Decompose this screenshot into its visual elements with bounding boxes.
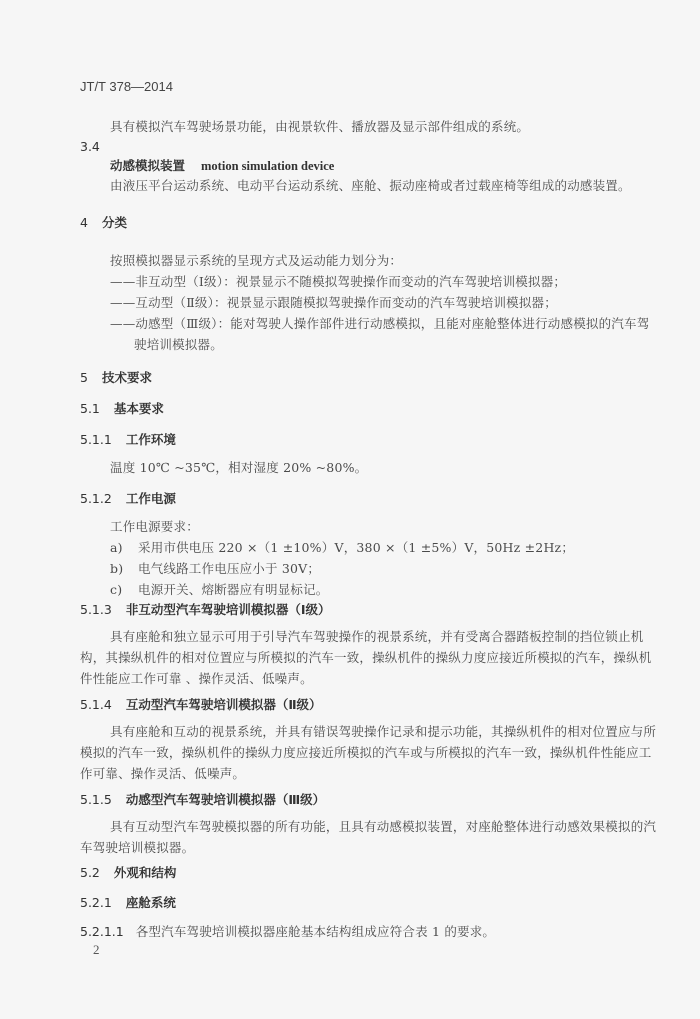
section-5-1-2-heading: [80, 489, 176, 507]
list-label: a): [110, 540, 123, 555]
classification-item-cont: 驶培训模拟器。: [134, 337, 223, 352]
section-5-2-1-heading: [80, 893, 176, 911]
paragraph-line: 车驾驶培训模拟器。: [80, 840, 195, 855]
section-5-1-4-heading: [80, 695, 322, 713]
section-title: 座舱系统: [125, 895, 176, 910]
section-3-3-tail: 具有模拟汽车驾驶场景功能，由视景软件、播放器及显示部件组成的系统。: [110, 119, 530, 134]
paragraph-line: 具有互动型汽车驾驶模拟器的所有功能，且具有动感模拟装置，对座舱整体进行动感效果模拟的汽: [110, 819, 657, 834]
section-5-1-1-text: 温度 10℃ ~35℃，相对湿度 20% ~80%。: [110, 460, 368, 475]
section-title: 外观和结构: [113, 865, 177, 880]
section-number: 4: [80, 215, 88, 230]
paragraph-line: 件性能应工作可靠 、操作灵活、低噪声。: [80, 671, 313, 686]
paragraph-line: 模拟的汽车一致，操纵机件的操纵力度应接近所模拟的汽车或与所模拟的汽车一致，操纵机件性能应工: [80, 745, 652, 760]
section-title: 分类: [101, 215, 127, 230]
section-5-1-5-heading: [80, 790, 325, 808]
section-5-1-heading: [80, 399, 164, 417]
standard-code-header: JT/T 378—2014: [80, 79, 173, 94]
section-number: 5.2.1.1: [80, 924, 124, 939]
list-text: 电气线路工作电压应小于 30V；: [138, 561, 321, 576]
section-number: 5.1.4: [80, 697, 112, 712]
section-5-2-heading: [80, 863, 176, 881]
list-item: [110, 580, 329, 598]
section-title: 工作电源: [125, 491, 176, 506]
section-4-intro: 按照模拟器显示系统的呈现方式及运动能力划分为：: [110, 253, 403, 268]
section-text: 各型汽车驾驶培训模拟器座舱基本结构组成应符合表 1 的要求。: [135, 924, 496, 939]
section-number: 5.2.1: [80, 895, 112, 910]
section-3-4-definition: 由液压平台运动系统、电动平台运动系统、座舱、振动座椅或者过载座椅等组成的动感装置。: [110, 178, 631, 193]
section-title: 技术要求: [101, 370, 152, 385]
list-label: c): [110, 582, 123, 597]
section-4-heading: [80, 213, 127, 231]
paragraph-line: 构，其操纵机件的相对位置应与所模拟的汽车一致，操纵机件的操纵力度应接近所模拟的汽车，操纵机: [80, 650, 652, 665]
list-text: 电源开关、熔断器应有明显标记。: [138, 582, 329, 597]
classification-item: ——互动型（Ⅱ级）：视景显示跟随模拟驾驶操作而变动的汽车驾驶培训模拟器；: [110, 295, 557, 310]
paragraph-line: 具有座舱和互动的视景系统，并具有错误驾驶操作记录和提示功能，其操纵机件的相对位置应与所: [110, 724, 657, 739]
section-number: 5: [80, 370, 88, 385]
section-number: 5.1: [80, 401, 100, 416]
section-title: 基本要求: [113, 401, 164, 416]
list-text: 采用市供电压 220 ×（1 ±10%）V，380 ×（1 ±5%）V，50Hz ±2Hz；: [138, 540, 575, 555]
paragraph-line: 具有座舱和独立显示可用于引导汽车驾驶操作的视景系统，并有受离合器踏板控制的挡位锁止机: [110, 629, 644, 644]
list-item: [110, 538, 574, 556]
term-cn: 动感模拟装置: [110, 158, 186, 173]
section-title: 互动型汽车驾驶培训模拟器（Ⅱ级）: [125, 697, 322, 712]
section-3-4-number: 3.4: [80, 139, 100, 154]
section-number: 5.1.3: [80, 602, 112, 617]
section-number: 5.1.2: [80, 491, 112, 506]
section-number: 5.1.1: [80, 432, 112, 447]
section-title: 动感型汽车驾驶培训模拟器（Ⅲ级）: [125, 792, 326, 807]
section-5-2-1-1: [80, 922, 495, 940]
section-title: 工作环境: [125, 432, 176, 447]
page-number: 2: [93, 942, 100, 957]
paragraph-line: 作可靠、操作灵活、低噪声。: [80, 766, 246, 781]
term-en: motion simulation device: [201, 159, 335, 173]
section-3-4-term: [110, 156, 334, 174]
section-title: 非互动型汽车驾驶培训模拟器（Ⅰ级）: [125, 602, 331, 617]
classification-item: ——动感型（Ⅲ级）：能对驾驶人操作部件进行动感模拟，且能对座舱整体进行动感模拟的汽车驾: [110, 316, 650, 331]
section-number: 5.2: [80, 865, 100, 880]
section-5-1-1-heading: [80, 430, 176, 448]
list-item: [110, 559, 320, 577]
section-number: 5.1.5: [80, 792, 112, 807]
section-5-1-3-heading: [80, 600, 330, 618]
section-5-1-2-intro: 工作电源要求：: [110, 519, 199, 534]
classification-item: ——非互动型（Ⅰ级）：视景显示不随模拟驾驶操作而变动的汽车驾驶培训模拟器；: [110, 274, 567, 289]
list-label: b): [110, 561, 124, 576]
section-5-heading: [80, 368, 152, 386]
